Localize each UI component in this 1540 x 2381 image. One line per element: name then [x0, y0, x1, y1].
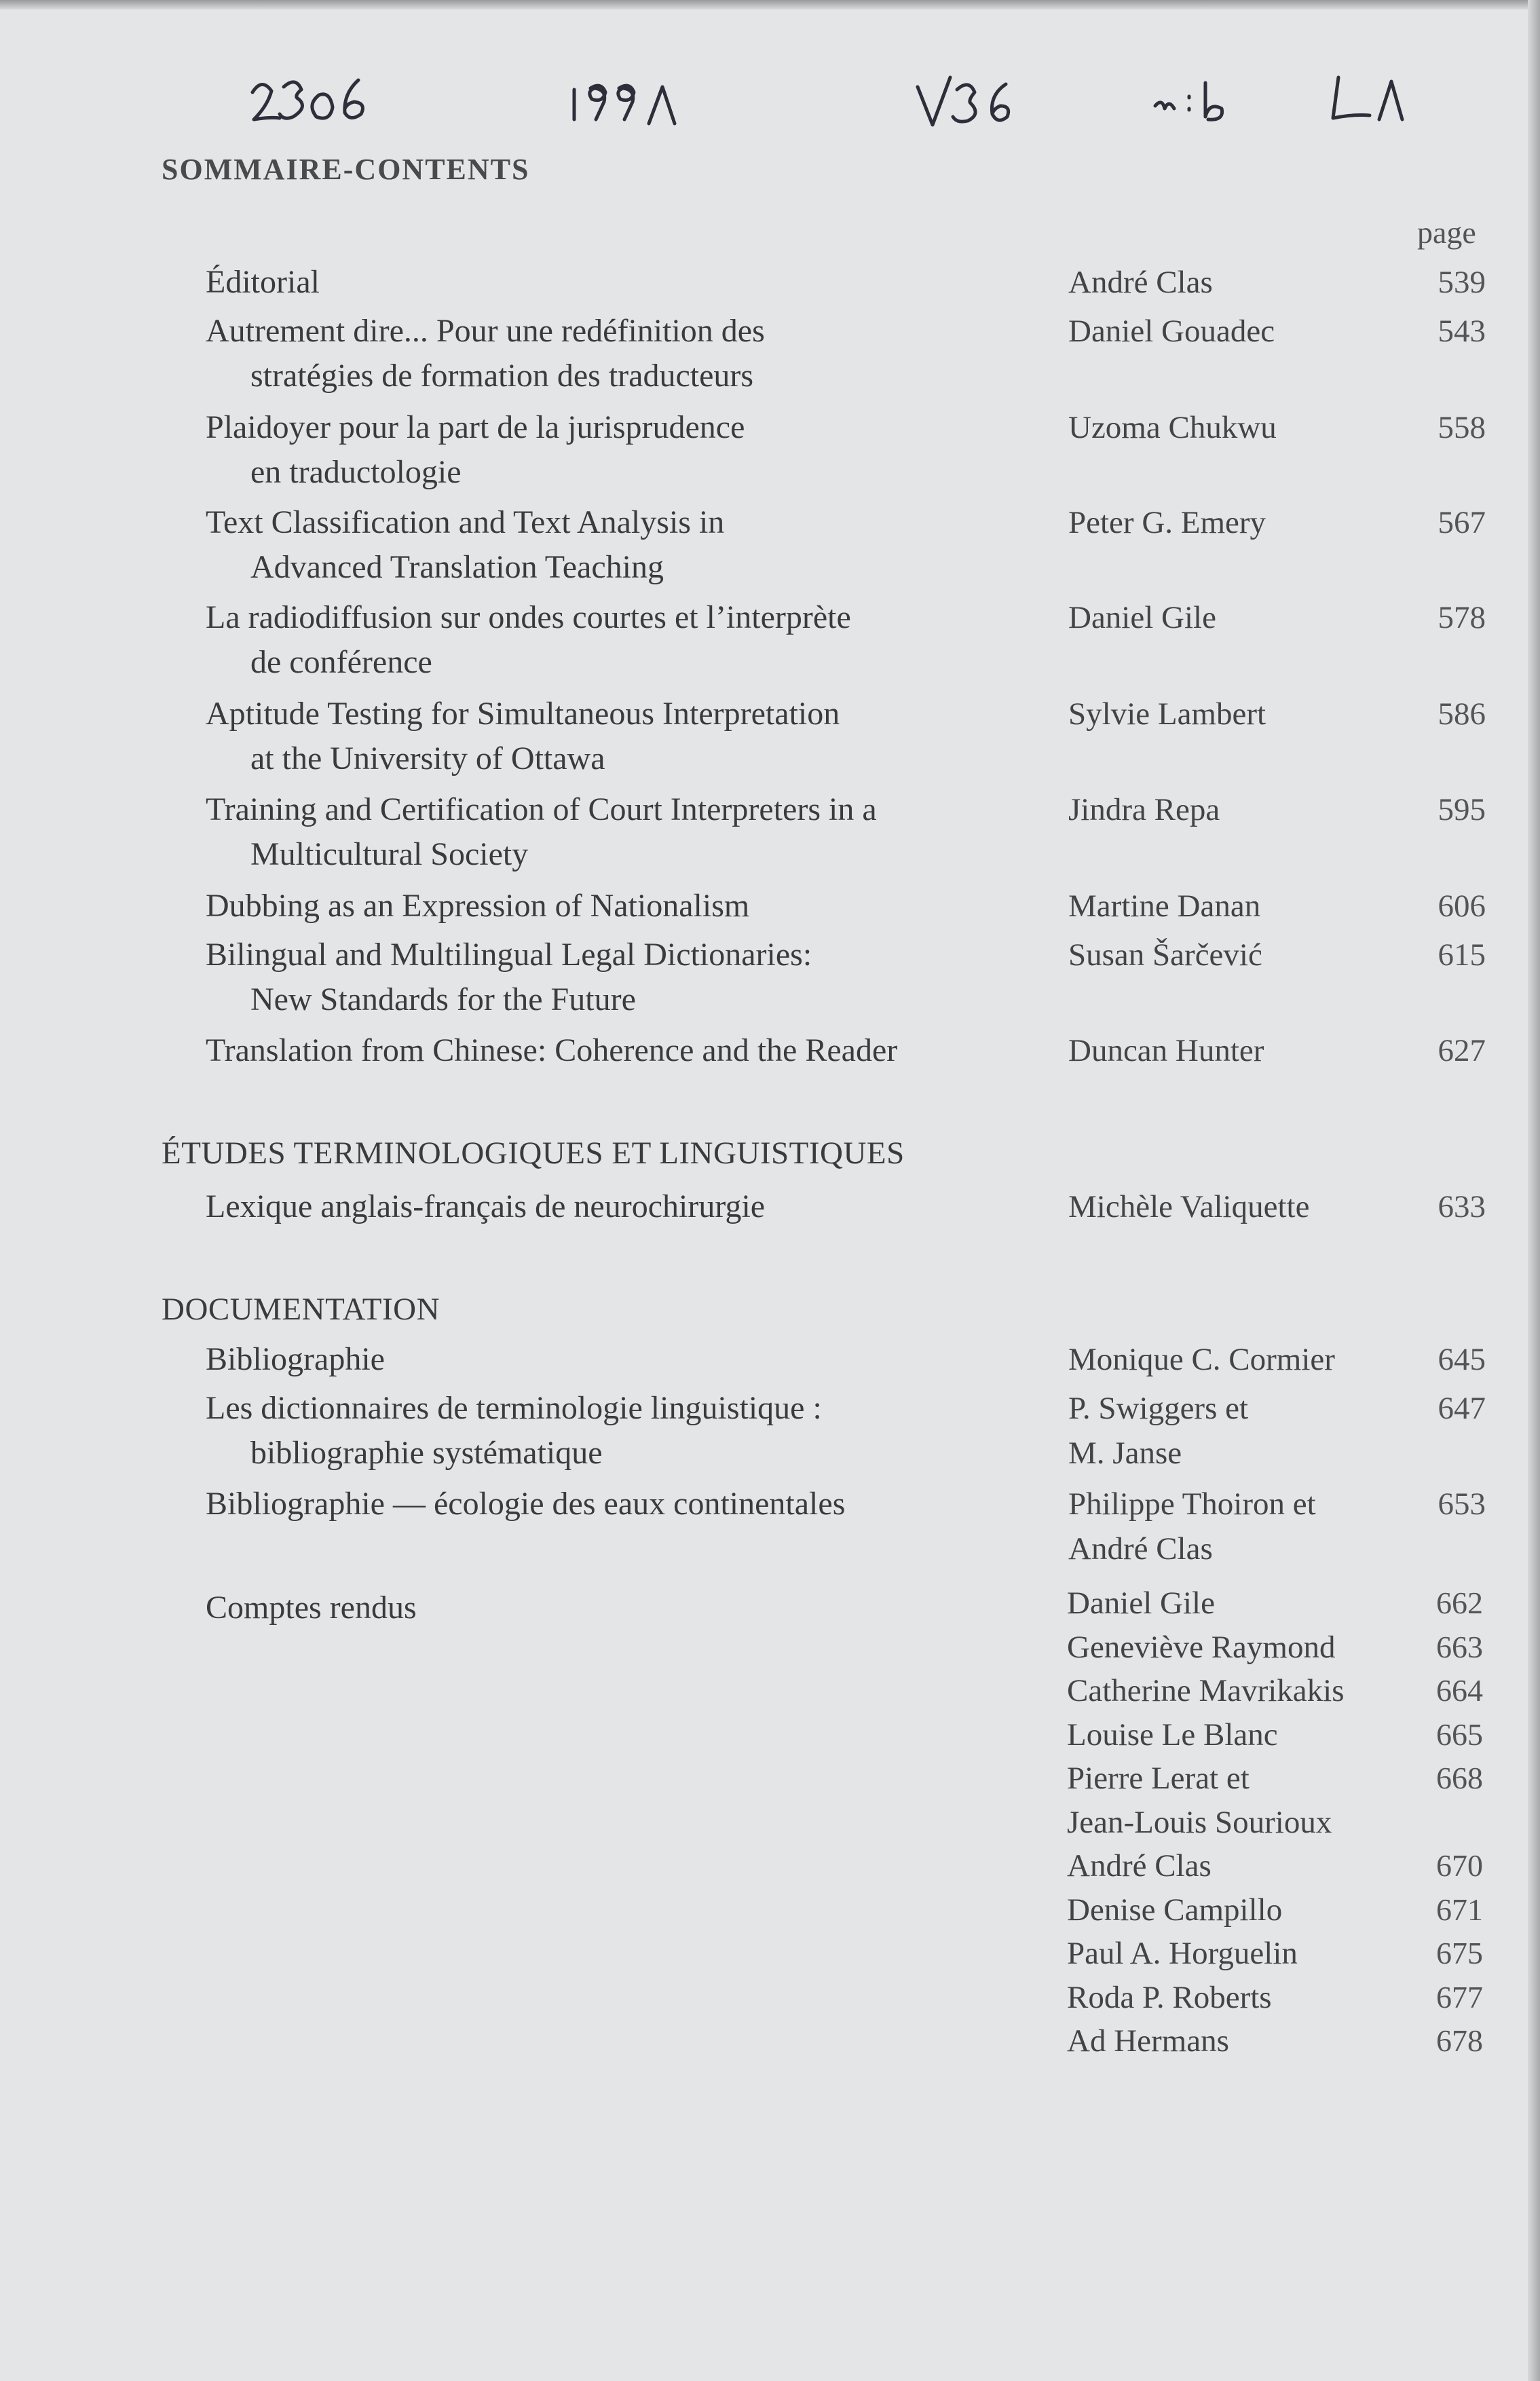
- review-author: Geneviève Raymond: [1067, 1629, 1336, 1665]
- entry-title-continuation: stratégies de formation des traducteurs: [250, 358, 754, 394]
- entry-title-line: Autrement dire... Pour une redéfinition des: [206, 313, 765, 349]
- review-author: Denise Campillo: [1067, 1892, 1283, 1928]
- entry-page-number: 567: [1438, 505, 1486, 540]
- page-edge-top: [0, 0, 1540, 10]
- entry-author-line: M. Janse: [1068, 1436, 1182, 1471]
- section-heading-terminology: ÉTUDES TERMINOLOGIQUES ET LINGUISTIQUES: [162, 1136, 905, 1171]
- entry-title: [206, 1482, 845, 1526]
- entry-title-line: Les dictionnaires de terminologie linguistique :: [206, 1390, 822, 1426]
- entry-title-line: Plaidoyer pour la part de la jurisprudence: [206, 409, 745, 445]
- entry-author: [1068, 1337, 1335, 1382]
- entry-title: [206, 933, 812, 1022]
- toc-entry: [0, 1337, 1540, 1391]
- entry-page-number: 586: [1438, 696, 1486, 732]
- entry-author: [1068, 692, 1266, 736]
- entry-author-line: Duncan Hunter: [1068, 1033, 1264, 1068]
- entry-author-line: André Clas: [1068, 1531, 1213, 1567]
- handwritten-strokes: [0, 48, 1540, 143]
- page-column-label: page: [1417, 215, 1476, 250]
- entry-author: [1068, 1386, 1248, 1476]
- entry-title-line: Lexique anglais-français de neurochirurgie: [206, 1188, 766, 1224]
- toc-entry: [0, 884, 1540, 938]
- entry-page-number: 615: [1438, 937, 1486, 973]
- entry-title: [206, 1386, 822, 1476]
- entry-title-line: Bilingual and Multilingual Legal Dictionaries:: [206, 937, 812, 973]
- entry-page-number: 653: [1438, 1486, 1486, 1522]
- entry-page-number: 558: [1438, 410, 1486, 445]
- entry-title-continuation: at the University of Ottawa: [250, 740, 605, 776]
- entry-title: [206, 309, 765, 398]
- entry-author-line: Jindra Repa: [1068, 792, 1220, 827]
- entry-page-number: 606: [1438, 888, 1486, 924]
- entry-title-line: Aptitude Testing for Simultaneous Interpretation: [206, 696, 840, 732]
- toc-entry: [0, 1482, 1540, 1567]
- entry-page-number: 633: [1438, 1189, 1486, 1224]
- handwritten-shelf-note: [0, 48, 1540, 143]
- review-author: Roda P. Roberts: [1067, 1979, 1272, 2015]
- review-page-number: 678: [1436, 2023, 1483, 2058]
- review-page-number: 663: [1436, 1629, 1483, 1664]
- entry-author: [1068, 260, 1213, 305]
- entry-author: [1068, 500, 1266, 545]
- entry-author-line: Peter G. Emery: [1068, 505, 1266, 540]
- entry-title-line: Bibliographie: [206, 1341, 385, 1377]
- entry-title-continuation: en traductologie: [250, 454, 462, 490]
- review-page-number: 664: [1436, 1673, 1483, 1708]
- entry-title: [206, 1337, 385, 1382]
- entry-title-line: Text Classification and Text Analysis in: [206, 504, 725, 540]
- review-author: Pierre Lerat et: [1067, 1761, 1250, 1796]
- contents-heading: SOMMAIRE-CONTENTS: [162, 153, 530, 186]
- review-author: Ad Hermans: [1067, 2023, 1229, 2059]
- review-page-number: 662: [1436, 1586, 1483, 1620]
- entry-author-line: P. Swiggers et: [1068, 1391, 1249, 1426]
- entry-title-line: Éditorial: [206, 264, 320, 300]
- entry-author: [1068, 309, 1275, 354]
- toc-entry: [0, 260, 1540, 314]
- entry-title: [206, 1028, 897, 1073]
- entry-title-continuation: bibliographie systématique: [250, 1435, 603, 1471]
- review-page-number: 668: [1436, 1761, 1483, 1795]
- review-author: Catherine Mavrikakis: [1067, 1673, 1345, 1708]
- review-page-number: 675: [1436, 1936, 1483, 1970]
- entry-title-line: Dubbing as an Expression of Nationalism: [206, 888, 750, 924]
- entry-title-line: La radiodiffusion sur ondes courtes et l’interprète: [206, 599, 851, 635]
- entry-author-line: Monique C. Cormier: [1068, 1342, 1335, 1377]
- entry-title-line: Translation from Chinese: Coherence and the Reader: [206, 1032, 898, 1068]
- entry-author: [1068, 787, 1220, 832]
- entry-author: [1068, 884, 1260, 929]
- entry-author: [1068, 595, 1216, 640]
- entry-page-number: 647: [1438, 1391, 1486, 1426]
- entry-author-line: André Clas: [1068, 265, 1213, 300]
- entry-title: [206, 595, 851, 685]
- toc-entry: [0, 309, 1540, 394]
- review-author: Louise Le Blanc: [1067, 1717, 1278, 1752]
- entry-author: [1068, 405, 1277, 450]
- entry-author: [1068, 1028, 1264, 1073]
- toc-entry: [0, 1386, 1540, 1471]
- entry-title: [206, 692, 840, 781]
- entry-author-line: Daniel Gile: [1068, 600, 1216, 635]
- review-page-number: 671: [1436, 1892, 1483, 1927]
- entry-author: [1068, 1482, 1316, 1571]
- entry-author: [1068, 1184, 1309, 1229]
- toc-entry: [0, 405, 1540, 490]
- review-author: André Clas: [1067, 1848, 1212, 1883]
- entry-author-line: Michèle Valiquette: [1068, 1189, 1310, 1224]
- entry-title-continuation: Advanced Translation Teaching: [250, 549, 664, 585]
- toc-entry: [0, 1184, 1540, 1239]
- toc-entry: [0, 933, 1540, 1017]
- entry-author-line: Uzoma Chukwu: [1068, 410, 1277, 445]
- toc-entry: [0, 787, 1540, 872]
- toc-entry: [0, 500, 1540, 585]
- entry-author-line: Sylvie Lambert: [1068, 696, 1266, 732]
- entry-title-continuation: de conférence: [250, 644, 432, 680]
- entry-page-number: 595: [1438, 792, 1486, 827]
- entry-page-number: 578: [1438, 600, 1486, 635]
- entry-title: [206, 260, 320, 305]
- entry-author-line: Daniel Gouadec: [1068, 314, 1275, 349]
- entry-title: [206, 500, 724, 590]
- toc-entry: [0, 692, 1540, 776]
- section-heading-documentation: DOCUMENTATION: [162, 1292, 440, 1327]
- review-author: Paul A. Horguelin: [1067, 1936, 1298, 1971]
- entry-title-continuation: Multicultural Society: [250, 836, 529, 872]
- entry-page-number: 539: [1438, 265, 1486, 300]
- review-page-number: 677: [1436, 1979, 1483, 2014]
- toc-entry: [0, 595, 1540, 680]
- entry-page-number: 627: [1438, 1033, 1486, 1068]
- review-author: Daniel Gile: [1067, 1586, 1215, 1621]
- entry-title: [206, 405, 745, 495]
- toc-entry: [0, 1028, 1540, 1083]
- entry-title: [206, 787, 877, 877]
- entry-author-line: Philippe Thoiron et: [1068, 1486, 1316, 1522]
- entry-title: [206, 884, 749, 929]
- entry-author-line: Susan Šarčević: [1068, 937, 1262, 973]
- entry-page-number: 645: [1438, 1342, 1486, 1377]
- review-page-number: 670: [1436, 1848, 1483, 1883]
- entry-title-line: Training and Certification of Court Interpreters in a: [206, 791, 877, 827]
- entry-page-number: 543: [1438, 314, 1486, 349]
- entry-title-continuation: New Standards for the Future: [250, 981, 636, 1017]
- reviews-title: Comptes rendus: [206, 1590, 417, 1626]
- entry-title: [206, 1184, 765, 1229]
- review-author: Jean-Louis Sourioux: [1067, 1804, 1332, 1840]
- entry-author: [1068, 933, 1262, 977]
- entry-title-line: Bibliographie — écologie des eaux continentales: [206, 1486, 846, 1522]
- entry-author-line: Martine Danan: [1068, 888, 1261, 924]
- review-page-number: 665: [1436, 1717, 1483, 1752]
